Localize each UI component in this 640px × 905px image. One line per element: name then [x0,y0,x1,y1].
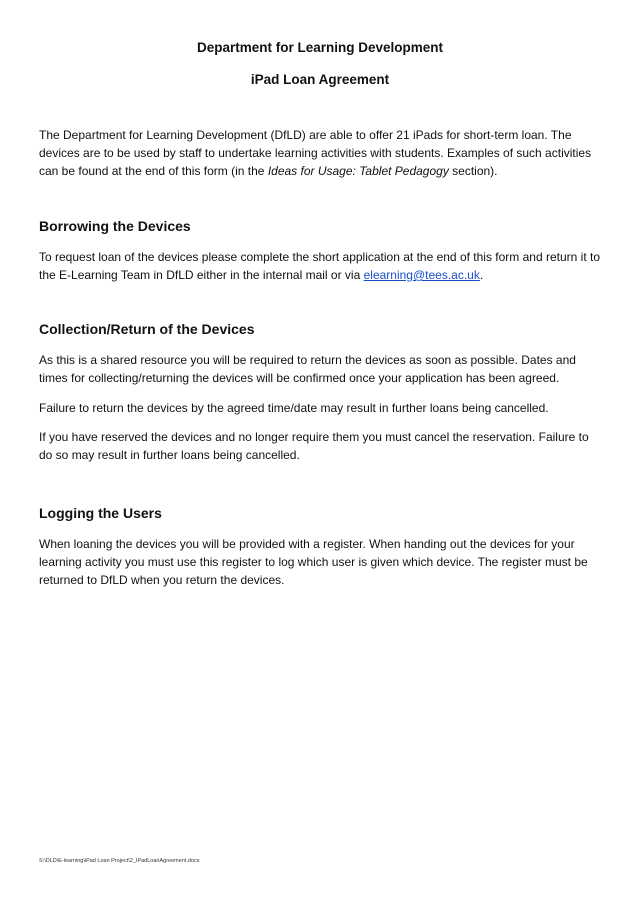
footer-file-path: S:\DLD\E-learning\iPad Loan Project\2_IPadLoanAgreement.docx [39,858,200,864]
email-link[interactable]: elearning@tees.ac.uk [363,268,480,282]
logging-heading: Logging the Users [39,505,162,521]
collection-heading: Collection/Return of the Devices [39,321,255,337]
intro-text-part1: The Department for Learning Development (DfLD) are able to offer 21 iPads for short-term loan. The devices are to be used by staff to undertake learning activities with students. Examples of such activities can be found at the end of this form (in the [39,128,592,178]
borrowing-text: To request loan of the devices please complete the short application at the end of this form and return it to the E-Learning Team in DfLD either in the internal mail or via [39,250,600,282]
borrowing-text-end: . [479,268,484,282]
intro-italic-reference: Ideas for Usage: Tablet Pedagogy [267,164,449,178]
intro-text-part2: section). [448,164,498,178]
borrowing-paragraph [39,248,601,284]
collection-paragraph-3: If you have reserved the devices and no longer require them you must cancel the reservation. Failure to do so may result in further loans being cancelled. [39,430,589,462]
collection-paragraph-2: Failure to return the devices by the agreed time/date may result in further loans being cancelled. [39,401,549,415]
logging-paragraph: When loaning the devices you will be provided with a register. When handing out the devices for your learning activity you must use this register to log which user is given which device. The register must be returned to DfLD when you return the devices. [39,537,588,587]
agreement-title: iPad Loan Agreement [250,72,390,87]
borrowing-heading: Borrowing the Devices [39,218,191,234]
department-title: Department for Learning Development [196,40,444,55]
collection-paragraph-1: As this is a shared resource you will be required to return the devices as soon as possible. Dates and times for collecting/returning the devices will be confirmed once your application has been agreed. [39,353,576,385]
intro-paragraph [39,126,601,180]
